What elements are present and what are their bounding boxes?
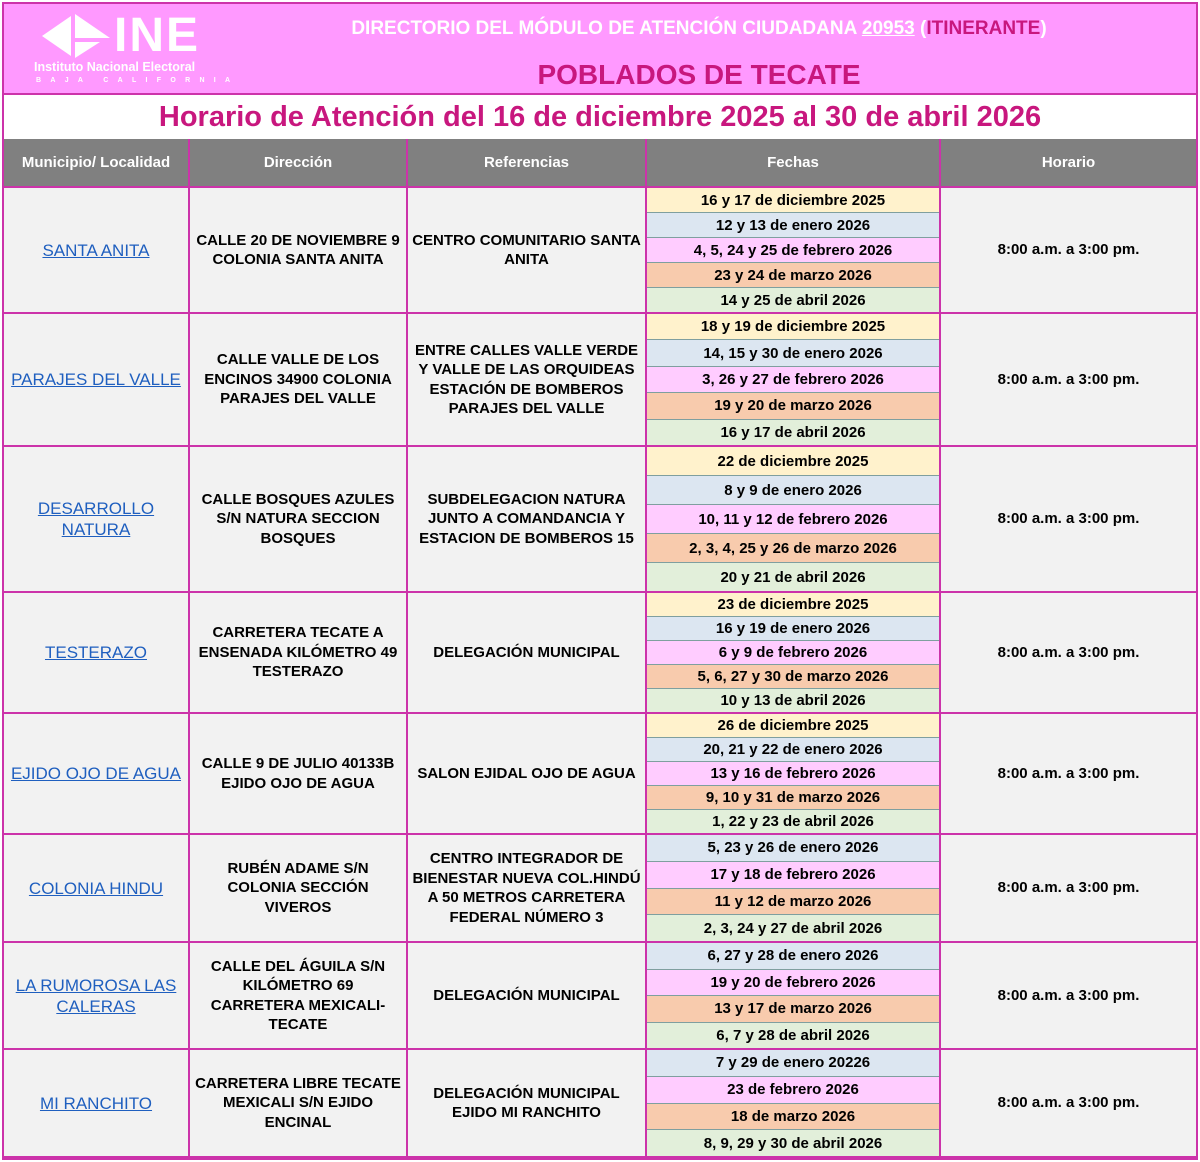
- hours-cell: 8:00 a.m. a 3:00 pm.: [997, 370, 1140, 388]
- address-cell: CALLE DEL ÁGUILA S/N KILÓMETRO 69 CARRETERA MEXICALI- TECATE: [190, 943, 408, 1048]
- dates-cell: [647, 314, 941, 445]
- date-entry-feb: 4, 5, 24 y 25 de febrero 2026: [647, 238, 939, 263]
- table-row: [4, 835, 1196, 943]
- date-entry-feb: 13 y 16 de febrero 2026: [647, 762, 939, 786]
- place-link[interactable]: TESTERAZO: [4, 593, 190, 712]
- hours-cell: 8:00 a.m. a 3:00 pm.: [997, 643, 1140, 661]
- date-entry-ene: 12 y 13 de enero 2026: [647, 213, 939, 238]
- reference-cell: SUBDELEGACION NATURA JUNTO A COMANDANCIA Y ESTACION DE BOMBEROS 15: [408, 447, 647, 591]
- date-entry-mar: 19 y 20 de marzo 2026: [647, 393, 939, 419]
- logo-institute-text: Instituto Nacional Electoral: [34, 60, 196, 74]
- ine-logo: [26, 10, 266, 92]
- table-row: [4, 593, 1196, 714]
- hours-cell: 8:00 a.m. a 3:00 pm.: [997, 879, 1140, 897]
- dates-cell: [647, 188, 941, 312]
- paren-close: ): [1040, 18, 1047, 39]
- column-header-address: Dirección: [190, 139, 408, 188]
- hours-cell: 8:00 a.m. a 3:00 pm.: [997, 986, 1140, 1004]
- date-entry-abr: 14 y 25 de abril 2026: [647, 288, 939, 312]
- place-link[interactable]: DESARROLLO NATURA: [4, 447, 190, 591]
- reference-cell: CENTRO COMUNITARIO SANTA ANITA: [408, 188, 647, 312]
- date-entry-mar: 2, 3, 4, 25 y 26 de marzo 2026: [647, 534, 939, 563]
- reference-cell: ENTRE CALLES VALLE VERDE Y VALLE DE LAS ORQUIDEAS ESTACIÓN DE BOMBEROS PARAJES DEL VALLE: [408, 314, 647, 445]
- reference-cell: DELEGACIÓN MUNICIPAL EJIDO MI RANCHITO: [408, 1050, 647, 1156]
- date-entry-ene: 20, 21 y 22 de enero 2026: [647, 738, 939, 762]
- date-entry-dic: 16 y 17 de diciembre 2025: [647, 188, 939, 213]
- logo-state-text: BAJA CALIFORNIA: [36, 77, 240, 84]
- poblados-title: POBLADOS DE TECATE: [537, 59, 861, 90]
- schedule-table: [2, 139, 1198, 1160]
- directory-prefix: DIRECTORIO DEL MÓDULO DE ATENCIÓN CIUDADANA: [351, 18, 857, 39]
- table-row: [4, 1050, 1196, 1158]
- place-link[interactable]: MI RANCHITO: [4, 1050, 190, 1156]
- reference-cell: DELEGACIÓN MUNICIPAL: [408, 593, 647, 712]
- place-link[interactable]: LA RUMOROSA LAS CALERAS: [4, 943, 190, 1048]
- column-header-dates: Fechas: [647, 139, 941, 188]
- hours-cell: 8:00 a.m. a 3:00 pm.: [997, 764, 1140, 782]
- date-entry-dic: 26 de diciembre 2025: [647, 714, 939, 738]
- reference-cell: SALON EJIDAL OJO DE AGUA: [408, 714, 647, 833]
- table-row: [4, 943, 1196, 1050]
- date-entry-mar: 11 y 12 de marzo 2026: [647, 889, 939, 916]
- place-link[interactable]: EJIDO OJO DE AGUA: [4, 714, 190, 833]
- address-cell: CALLE 20 DE NOVIEMBRE 9 COLONIA SANTA ANITA: [190, 188, 408, 312]
- date-entry-dic: 23 de diciembre 2025: [647, 593, 939, 617]
- date-entry-abr: 2, 3, 24 y 27 de abril 2026: [647, 915, 939, 941]
- address-cell: CARRETERA LIBRE TECATE MEXICALI S/N EJIDO ENCINAL: [190, 1050, 408, 1156]
- module-type: ITINERANTE: [926, 18, 1041, 39]
- module-code: 20953: [861, 18, 915, 39]
- date-entry-dic: 22 de diciembre 2025: [647, 447, 939, 476]
- table-row: [4, 314, 1196, 447]
- dates-cell: [647, 835, 941, 941]
- logo-ine-text: INE: [114, 9, 201, 62]
- date-entry-abr: 16 y 17 de abril 2026: [647, 420, 939, 445]
- schedule-title: Horario de Atención del 16 de diciembre 2025 al 30 de abril 2026: [2, 95, 1198, 139]
- column-header-hours: Horario: [941, 139, 1196, 188]
- date-entry-abr: 10 y 13 de abril 2026: [647, 689, 939, 712]
- address-cell: CARRETERA TECATE A ENSENADA KILÓMETRO 49 TESTERAZO: [190, 593, 408, 712]
- date-entry-feb: 3, 26 y 27 de febrero 2026: [647, 367, 939, 393]
- address-cell: CALLE BOSQUES AZULES S/N NATURA SECCION BOSQUES: [190, 447, 408, 591]
- address-cell: RUBÉN ADAME S/N COLONIA SECCIÓN VIVEROS: [190, 835, 408, 941]
- date-entry-abr: 6, 7 y 28 de abril 2026: [647, 1023, 939, 1049]
- date-entry-ene: 7 y 29 de enero 20226: [647, 1050, 939, 1077]
- ine-logo-mark-icon: [38, 12, 112, 60]
- date-entry-mar: 13 y 17 de marzo 2026: [647, 996, 939, 1023]
- table-row: [4, 714, 1196, 835]
- date-entry-mar: 18 de marzo 2026: [647, 1104, 939, 1131]
- date-entry-feb: 17 y 18 de febrero 2026: [647, 862, 939, 889]
- place-link[interactable]: COLONIA HINDU: [4, 835, 190, 941]
- hours-cell: 8:00 a.m. a 3:00 pm.: [997, 510, 1140, 528]
- date-entry-mar: 5, 6, 27 y 30 de marzo 2026: [647, 665, 939, 689]
- date-entry-ene: 5, 23 y 26 de enero 2026: [647, 835, 939, 862]
- directory-title: [314, 18, 1084, 40]
- hours-cell: 8:00 a.m. a 3:00 pm.: [997, 1094, 1140, 1112]
- column-header-reference: Referencias: [408, 139, 647, 188]
- dates-cell: [647, 943, 941, 1048]
- date-entry-feb: 6 y 9 de febrero 2026: [647, 641, 939, 665]
- place-link[interactable]: SANTA ANITA: [4, 188, 190, 312]
- hours-cell: 8:00 a.m. a 3:00 pm.: [997, 241, 1140, 259]
- reference-cell: CENTRO INTEGRADOR DE BIENESTAR NUEVA COL.HINDÚ A 50 METROS CARRETERA FEDERAL NÚMERO 3: [408, 835, 647, 941]
- table-row: [4, 447, 1196, 593]
- dates-cell: [647, 447, 941, 591]
- date-entry-ene: 8 y 9 de enero 2026: [647, 476, 939, 505]
- date-entry-ene: 6, 27 y 28 de enero 2026: [647, 943, 939, 970]
- place-link[interactable]: PARAJES DEL VALLE: [4, 314, 190, 445]
- date-entry-ene: 16 y 19 de enero 2026: [647, 617, 939, 641]
- reference-cell: DELEGACIÓN MUNICIPAL: [408, 943, 647, 1048]
- paren-open: (: [920, 18, 927, 39]
- dates-cell: [647, 1050, 941, 1156]
- header-banner: [2, 2, 1198, 95]
- date-entry-feb: 23 de febrero 2026: [647, 1077, 939, 1104]
- date-entry-ene: 14, 15 y 30 de enero 2026: [647, 340, 939, 366]
- date-entry-mar: 9, 10 y 31 de marzo 2026: [647, 786, 939, 810]
- date-entry-feb: 19 y 20 de febrero 2026: [647, 970, 939, 997]
- address-cell: CALLE VALLE DE LOS ENCINOS 34900 COLONIA PARAJES DEL VALLE: [190, 314, 408, 445]
- date-entry-abr: 20 y 21 de abril 2026: [647, 563, 939, 591]
- date-entry-mar: 23 y 24 de marzo 2026: [647, 263, 939, 288]
- dates-cell: [647, 593, 941, 712]
- table-row: [4, 188, 1196, 314]
- dates-cell: [647, 714, 941, 833]
- date-entry-abr: 1, 22 y 23 de abril 2026: [647, 810, 939, 833]
- date-entry-feb: 10, 11 y 12 de febrero 2026: [647, 505, 939, 534]
- address-cell: CALLE 9 DE JULIO 40133B EJIDO OJO DE AGUA: [190, 714, 408, 833]
- column-header-place: Municipio/ Localidad: [4, 139, 190, 188]
- date-entry-abr: 8, 9, 29 y 30 de abril 2026: [647, 1130, 939, 1156]
- date-entry-dic: 18 y 19 de diciembre 2025: [647, 314, 939, 340]
